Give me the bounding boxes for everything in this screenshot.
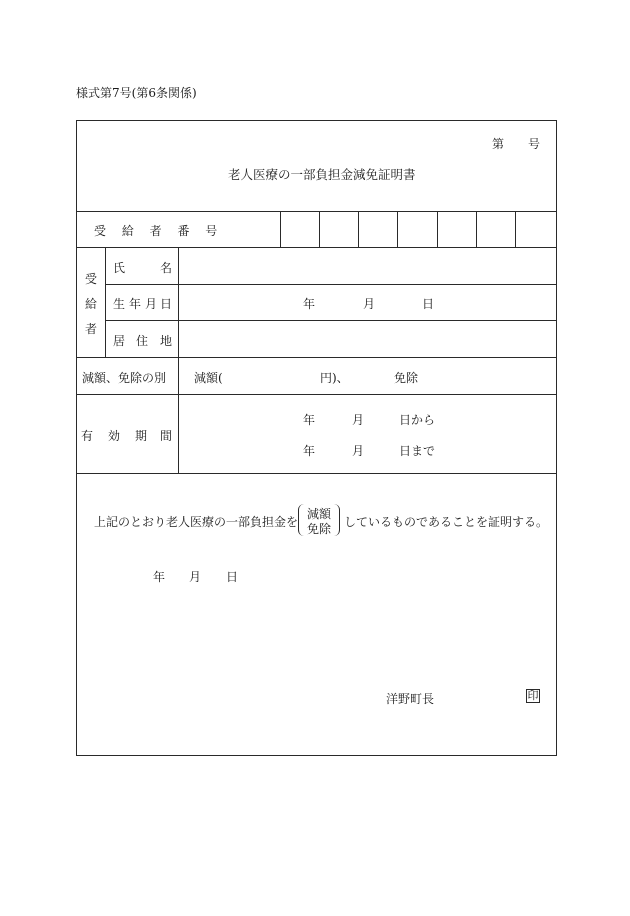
certification-text-before: 上記のとおり老人医療の一部負担金を [94,515,299,529]
validity-to-year: 年 [303,444,316,458]
address-label-char-2: 住 [136,334,149,348]
address-label-char-3: 地 [160,334,173,348]
exemption-option: 免除 [394,371,419,385]
name-field[interactable] [179,248,556,283]
recipient-group-char-1: 受 [85,272,98,286]
recipient-number-digit-5[interactable] [477,212,514,246]
address-label-char-1: 居 [113,334,126,348]
reduction-amount-open: 減額( [194,371,223,385]
number-dai: 第 [492,137,505,151]
birthdate-month: 月 [363,297,376,311]
recipient-number-digit-3[interactable] [398,212,436,246]
number-go: 号 [528,137,541,151]
validity-to-month: 月 [352,444,365,458]
birthdate-year: 年 [303,297,316,311]
birthdate-label-char-3: 月 [145,297,158,311]
validity-from-year: 年 [303,413,316,427]
validity-label-char-2: 効 [108,429,121,443]
validity-label-char-1: 有 [81,429,94,443]
rule-recipient-bottom [76,357,557,358]
birthdate-day: 日 [422,297,435,311]
validity-to-day: 日まで [399,444,436,458]
recipient-number-digit-0[interactable] [281,212,318,246]
seal-mark: 印 [527,689,539,702]
reduction-type-label: 減額、免除の別 [82,371,167,385]
brace-option-reduce: 減額 [306,507,331,521]
validity-from-month: 月 [352,413,365,427]
certification-day: 日 [226,570,239,584]
birthdate-label-char-1: 生 [113,297,126,311]
reduction-amount-yen: 円)、 [320,371,349,385]
recipient-number-digit-6[interactable] [516,212,556,246]
rule-validity-bottom [76,473,557,474]
certification-month: 月 [189,570,202,584]
reduce-exempt-brace [298,504,340,536]
birthdate-label-char-2: 年 [129,297,142,311]
issuer-name: 洋野町長 [386,692,435,706]
rule-name-bottom [105,284,557,285]
certificate-title: 老人医療の一部負担金減免証明書 [228,167,416,182]
rule-reduction-bottom [76,394,557,395]
recipient-number-digit-4[interactable] [438,212,475,246]
form-number-label: 様式第7号(第6条関係) [76,86,197,100]
validity-label-char-4: 間 [160,429,173,443]
brace-option-exempt: 免除 [306,522,331,536]
recipient-group-char-3: 者 [85,322,98,336]
address-field[interactable] [179,321,556,356]
birthdate-label-char-4: 日 [160,297,173,311]
recipient-number-digit-2[interactable] [359,212,396,246]
validity-label-char-3: 期 [135,429,148,443]
name-label-char-2: 名 [160,261,173,275]
recipient-number-digit-1[interactable] [320,212,357,246]
name-label-char-1: 氏 [113,261,126,275]
recipient-number-label: 受 給 者 番 号 [94,224,224,238]
rule-group-column [105,247,106,357]
certification-text-after: しているものであることを証明する。 [344,515,549,529]
validity-from-day: 日から [399,413,436,427]
certification-year: 年 [153,570,166,584]
recipient-group-char-2: 給 [85,297,98,311]
